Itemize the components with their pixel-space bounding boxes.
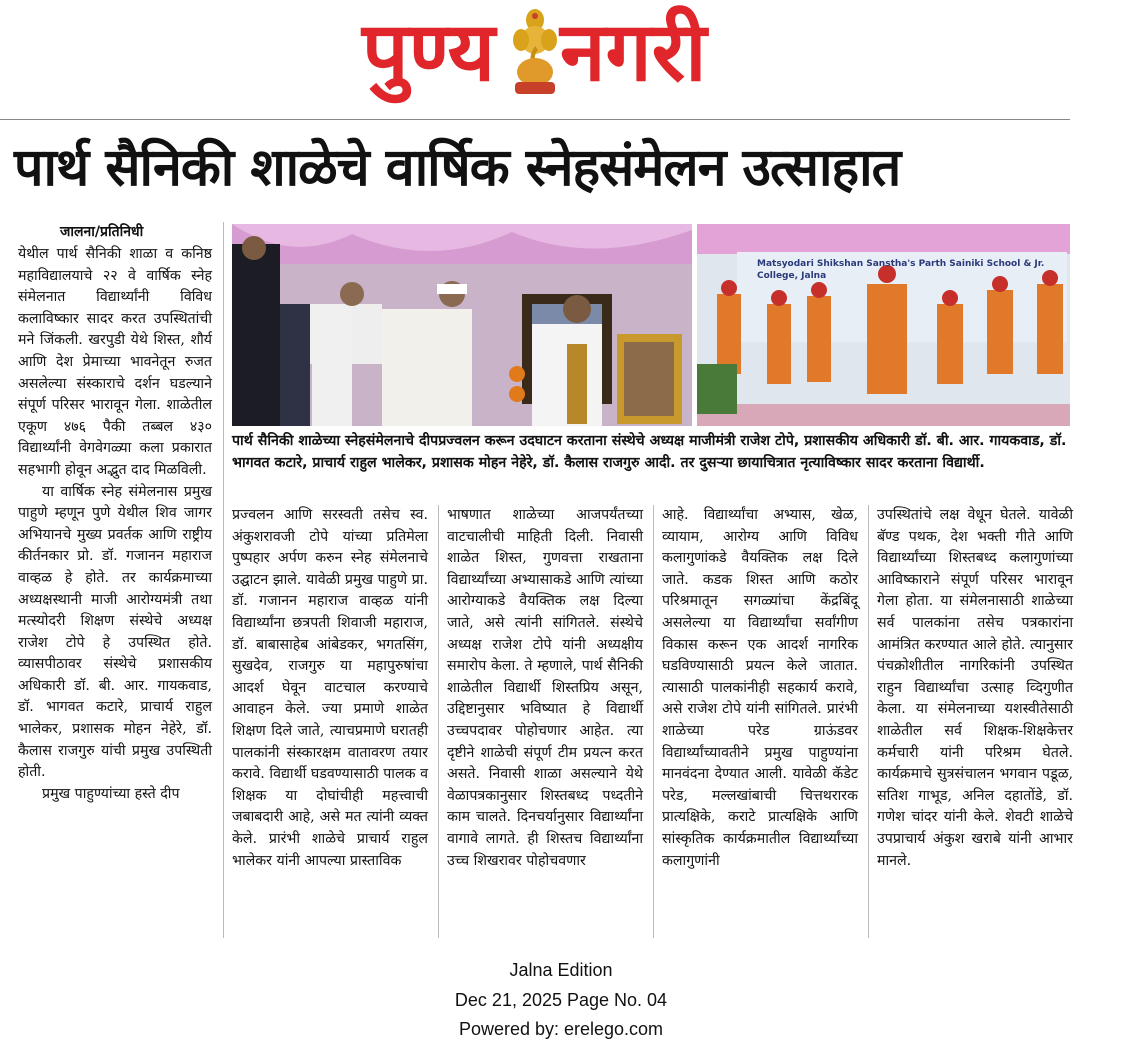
- photo-inauguration: [232, 224, 692, 426]
- column-separator: [653, 505, 654, 938]
- footer-edition: Jalna Edition: [509, 960, 613, 980]
- paragraph: प्रमुख पाहुण्यांच्या हस्ते दीप: [42, 785, 180, 802]
- headline: पार्थ सैनिकी शाळेचे वार्षिक स्नेहसंमेलन उत्साहात: [14, 138, 901, 198]
- article-column-1: [18, 244, 212, 805]
- logo-text-left: पुण्य: [362, 5, 496, 100]
- article-column-3: भाषणात शाळेच्या आजपर्यंतच्या वाटचालीची माहिती दिली. निवासी शाळेत शिस्त, गुणवत्ता राखताना विद्यार्थ्यांच्या अभ्यासाकडे आणि त्यांच्या आरोग्याकडे वैयक्तिक लक्ष दिल्या जाते, असे त्यांनी सांगितले. संस्थेचे अध्यक्ष राजेश टोपे यांनी अध्यक्षीय समारोप केला. ते म्हणाले, पार्थ सैनिकी शाळेतील विद्यार्थी शिस्तप्रिय असून, उद्दिष्टानुसार भविष्यात हे विद्यार्थी उच्चपदावर पोहोचणार आहेत. त्या दृष्टीने शाळेची संपूर्ण टीम प्रयत्न करत असते. निवासी शाळा असल्याने येथे वेळापत्रकानुसार शिस्तबध्द पध्दतीने काम चालते. दिनचर्यानुसार विद्यार्थ्यांना वागावे लागते. ही शिस्तच विद्यार्थ्यांना उच्च शिखरावर पोहोचवणार: [447, 507, 643, 869]
- masthead: [0, 0, 1122, 112]
- column-separator: [868, 505, 869, 938]
- photo-dance-performance: [697, 224, 1070, 426]
- dateline: जालना/प्रतिनिधी: [60, 224, 144, 240]
- article-column-4: आहे. विद्यार्थ्यांचा अभ्यास, खेळ, व्यायाम, आरोग्य आणि विविध कलागुणांकडे वैयक्तिक लक्ष दिले जाते. कडक शिस्त आणि कठोर परिश्रमातून सगळ्यांचा केंद्रबिंदू असलेल्या या विद्यार्थ्यांचा सर्वांगीण विकास करून एक आदर्श नागरिक घडविण्यासाठी प्रयत्न केले जातात. त्यासाठी पालकांनीही सहकार्य करावे, असे राजेश टोपे यांनी सांगितले. प्रारंभी शाळेच्या परेड ग्राऊंडवर विद्यार्थ्यांच्यावतीने प्रमुख पाहुण्यांना मानवंदना देण्यात आली. यावेळी कॅडेट परेड, मल्लखांबाची चित्तथरारक प्रात्यक्षिके, कराटे प्रात्यक्षिके आणि सांस्कृतिक कार्यक्रमातील विद्यार्थ्यांच्या कलागुणांनी: [662, 507, 858, 869]
- article-column-5: उपस्थितांचे लक्ष वेधून घेतले. यावेळी बॅण्ड पथक, देश भक्ती गीते आणि विद्यार्थ्यांच्या शिस्तबध्द कलागुणांच्या आविष्काराने संपूर्ण परिसर भारावून गेला होता. या संमेलनासाठी शाळेच्या सर्व पालकांना तसेच पत्रकारांना आमंत्रित करण्यात आले होते. त्यानुसार पंचक्रोशीतील नागरिकांनी उपस्थित राहुन विद्यार्थ्यांचा उत्साह व्दिगुणीत केला. या संमेलनाच्या यशस्वीतेसाठी शाळेतील सर्व शिक्षक-शिक्षकेत्तर कर्मचारी यांनी परिश्रम घेतले. कार्यक्रमाचे सुत्रसंचालन भगवान पडूळ, सतिश गाभूड, अनिल दहातोंडे, डॉ. गणेश चांदर यांनी केले. शेवटी शाळेचे उपप्राचार्य अंकुश खराबे यांनी आभार मानले.: [877, 507, 1073, 869]
- photo-banner-text: Matsyodari Shikshan Sanstha's Parth Sainiki School & Jr. College, Jalna: [757, 259, 1045, 281]
- masthead-divider: [0, 119, 1070, 120]
- footer-powered-by[interactable]: Powered by: erelego.com: [458, 1019, 664, 1039]
- photo-caption: पार्थ सैनिकी शाळेच्या स्नेहसंमेलनाचे दीपप्रज्वलन करून उदघाटन करताना संस्थेचे अध्यक्ष माजीमंत्री राजेश टोपे, प्रशासकीय अधिकारी डॉ. बी. आर. गायकवाड, डॉ. भागवत कटारे, प्राचार्य राहुल भालेकर, प्रशासक मोहन नेहेरे, डॉ. कैलास राजगुरु आदी. तर दुसऱ्या छायाचित्रात नृत्याविष्कार सादर करताना विद्यार्थी.: [232, 433, 1067, 471]
- column-separator: [223, 222, 224, 938]
- paragraph: या वार्षिक स्नेह संमेलनास प्रमुख पाहुणे म्हणून पुणे येथील शिव जागर अभियानचे मुख्य प्रवर्तक आणि राष्ट्रीय कीर्तनकार प्रो. डॉ. गजानन महाराज वाव्हळ हे होते. तर कार्यक्रमाच्या अध्यक्षस्थानी माजी आरोग्यमंत्री तथा मत्स्योदरी शिक्षण संस्थेचे अध्यक्ष राजेश टोपे हे उपस्थित होते. व्यासपीठावर संस्थेचे प्रशासकीय अधिकारी डॉ. बी. आर. गायकवाड, डॉ. भागवत कटारे, प्राचार्य राहुल भालेकर, प्रशासक मोहन नेहेरे, डॉ. कैलास राजगुरु यांची प्रमुख उपस्थिती होती.: [18, 483, 212, 781]
- column-separator: [438, 505, 439, 938]
- article-column-2: प्रज्वलन आणि सरस्वती तसेच स्व. अंकुशरावजी टोपे यांच्या प्रतिमेला पुष्पहार अर्पण करुन स्नेह संमेलनाचे उद्घाटन झाले. यावेळी प्रमुख पाहुणे प्रा. डॉ. गजानन महाराज वाव्हळ यांनी विद्यार्थ्यांना छत्रपती शिवाजी महाराज, डॉ. बाबासाहेब आंबेडकर, भगतसिंग, सुखदेव, राजगुरु या महापुरुषांचा आदर्श घेवून वाटचाल करण्याचे आवाहन केले. ज्या प्रमाणे शाळेत शिक्षण दिले जाते, त्याचप्रमाणे घरातही पालकांनी संस्कारक्षम वातावरण तयार करावे. विद्यार्थी घडवण्यासाठी पालक व शिक्षक या दोघांचीही महत्त्वाची जबाबदारी आहे, असे मत त्यांनी व्यक्त केले. प्रारंभी शाळेचे प्राचार्य राहुल भालेकर यांनी आपल्या प्रास्ताविक: [232, 507, 428, 869]
- footer-date-page: Dec 21, 2025 Page No. 04: [454, 990, 668, 1010]
- ganesha-icon: [505, 6, 565, 96]
- logo-text-right: नगरी: [560, 5, 707, 100]
- paragraph: येथील पार्थ सैनिकी शाळा व कनिष्ठ महाविद्यालयाचे २२ वे वार्षिक स्नेह संमेलनात विद्यार्थ्यांनी विविध कलाविष्कार सादर करत उपस्थितांची मने जिंकली. खरपुडी येथे शिस्त, शौर्य आणि देश प्रेमाच्या भावनेतून रुजत असलेल्या संस्काराचे दर्शन घडल्याने संपूर्ण परिसर भारावून गेला. शाळेतील एकूण ४७६ पैकी तब्बल ४३० विद्यार्थ्यांनी वेगवेगळ्या कला प्रकारात सहभागी होवून अद्भुत दाद मिळविली.: [18, 246, 212, 478]
